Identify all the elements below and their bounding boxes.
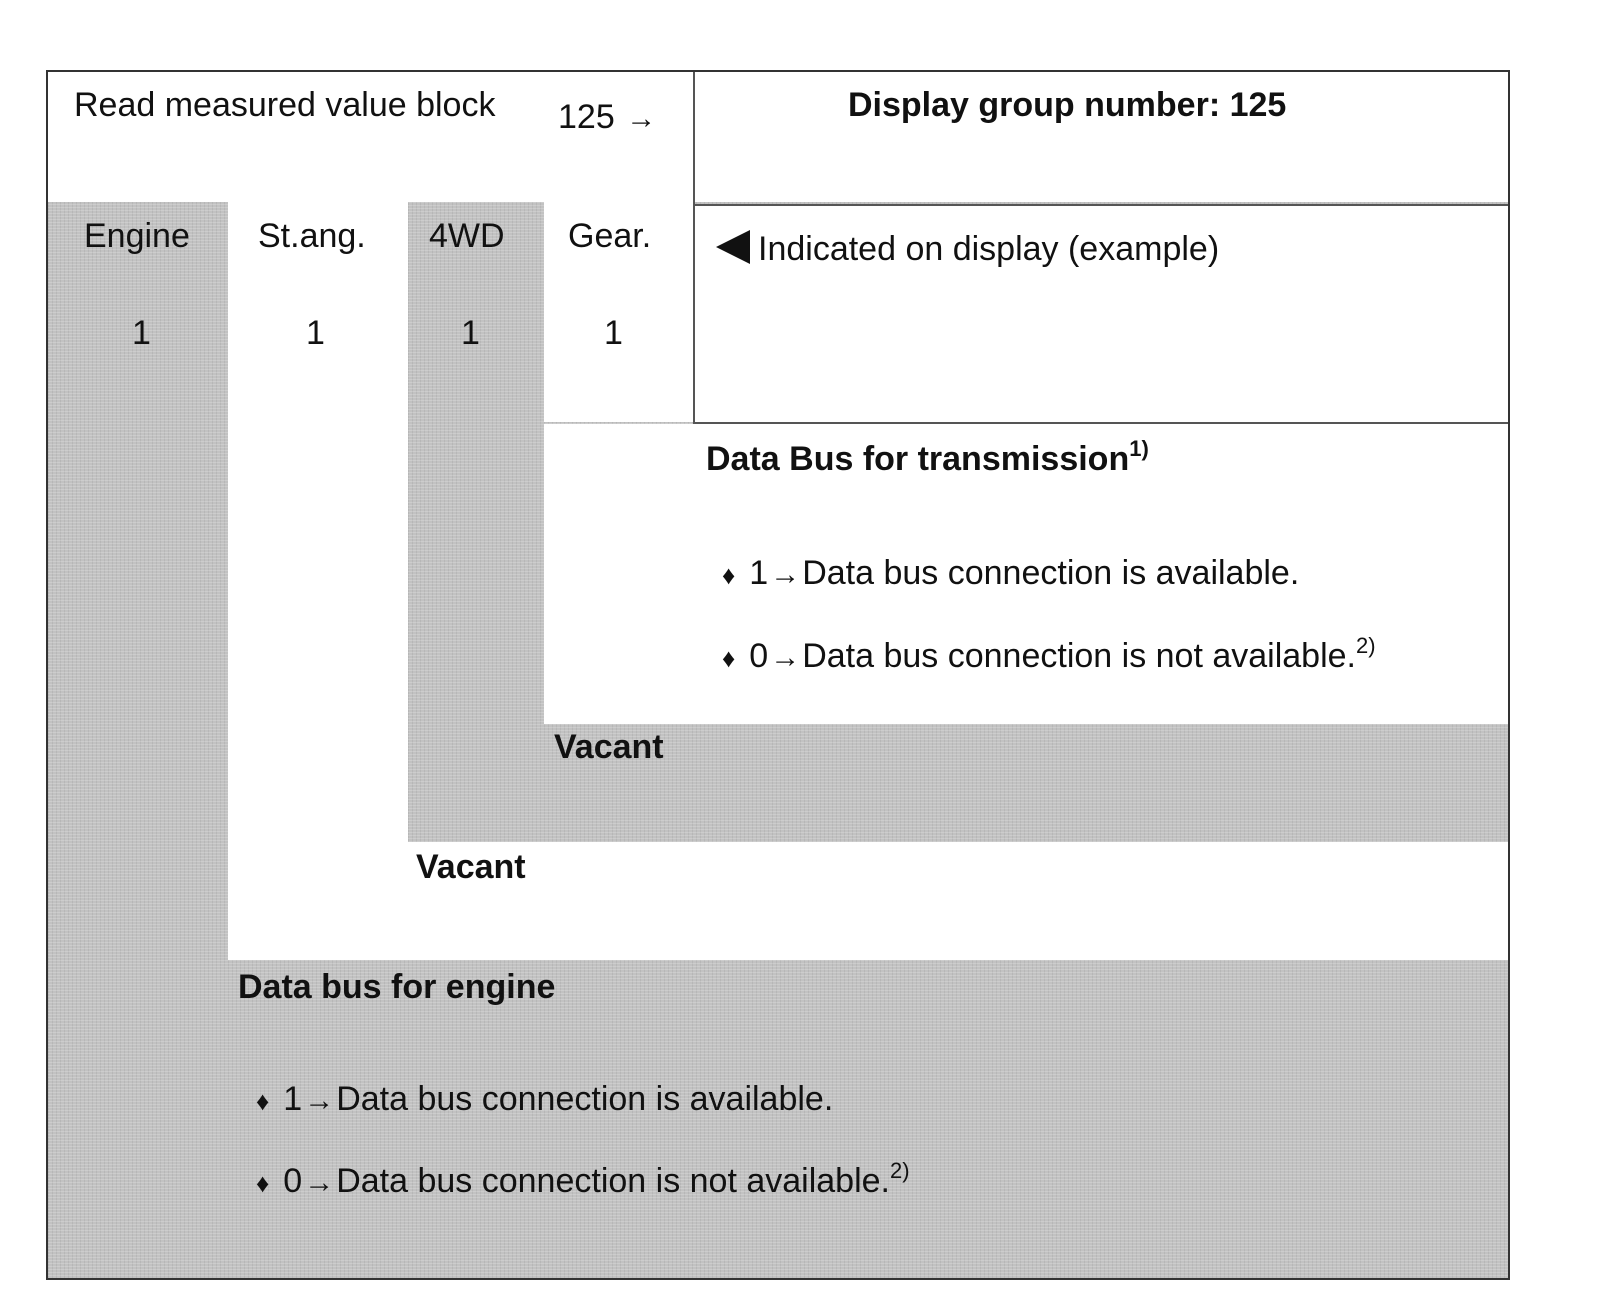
transmission-title [706,436,1149,479]
column-label-steering: St.ang. [258,217,366,255]
read-block-number [558,98,658,137]
column-label-engine: Engine [84,217,190,255]
engine-item [256,1158,910,1201]
vacant-4wd-label: Vacant [554,728,664,766]
engine-title: Data bus for engine [238,968,556,1006]
vacant-steering-label: Vacant [416,848,526,886]
header-bottom-line [693,204,1510,206]
transmission-title-text: Data Bus for transmission [706,440,1130,478]
transmission-item-value: 1 [749,554,769,592]
transmission-item-value: 0 [749,637,769,675]
arrow-right-icon: → [770,558,801,591]
column-value-steering: 1 [306,314,325,352]
engine-item [256,1080,833,1119]
transmission-title-sup: 1) [1129,436,1149,461]
transmission-item-text: Data bus connection is not available. [802,637,1356,675]
column-value-engine: 1 [132,314,151,352]
display-note-text: Indicated on display (example) [758,230,1220,268]
read-block-label: Read measured value block [74,86,496,124]
transmission-item-text: Data bus connection is available. [802,554,1300,592]
engine-item-sup: 2) [890,1158,910,1183]
diamond-bullet-icon: ♦ [256,1086,270,1116]
diamond-bullet-icon: ♦ [722,560,736,590]
diamond-bullet-icon: ♦ [722,643,736,673]
arrow-right-icon: → [304,1166,335,1199]
column-value-gear: 1 [604,314,623,352]
arrow-right-icon: → [626,102,657,135]
engine-item-value: 1 [283,1080,303,1118]
arrow-right-icon: → [304,1084,335,1117]
transmission-item [722,633,1376,676]
column-value-4wd: 1 [461,314,480,352]
header-divider [693,72,695,422]
left-triangle-icon [716,230,750,264]
diamond-bullet-icon: ♦ [256,1168,270,1198]
transmission-item-sup: 2) [1356,633,1376,658]
transmission-item [722,554,1299,593]
column-label-gear: Gear. [568,217,652,255]
engine-item-value: 0 [283,1162,303,1200]
arrow-right-icon: → [770,641,801,674]
engine-item-text: Data bus connection is not available. [336,1162,890,1200]
display-group-title: Display group number: 125 [848,86,1287,124]
engine-item-text: Data bus connection is available. [336,1080,834,1118]
display-note [716,230,1219,269]
column-label-4wd: 4WD [429,217,505,255]
block-number: 125 [558,98,615,136]
measured-value-table [46,70,1510,1280]
display-bottom-line [693,422,1510,424]
